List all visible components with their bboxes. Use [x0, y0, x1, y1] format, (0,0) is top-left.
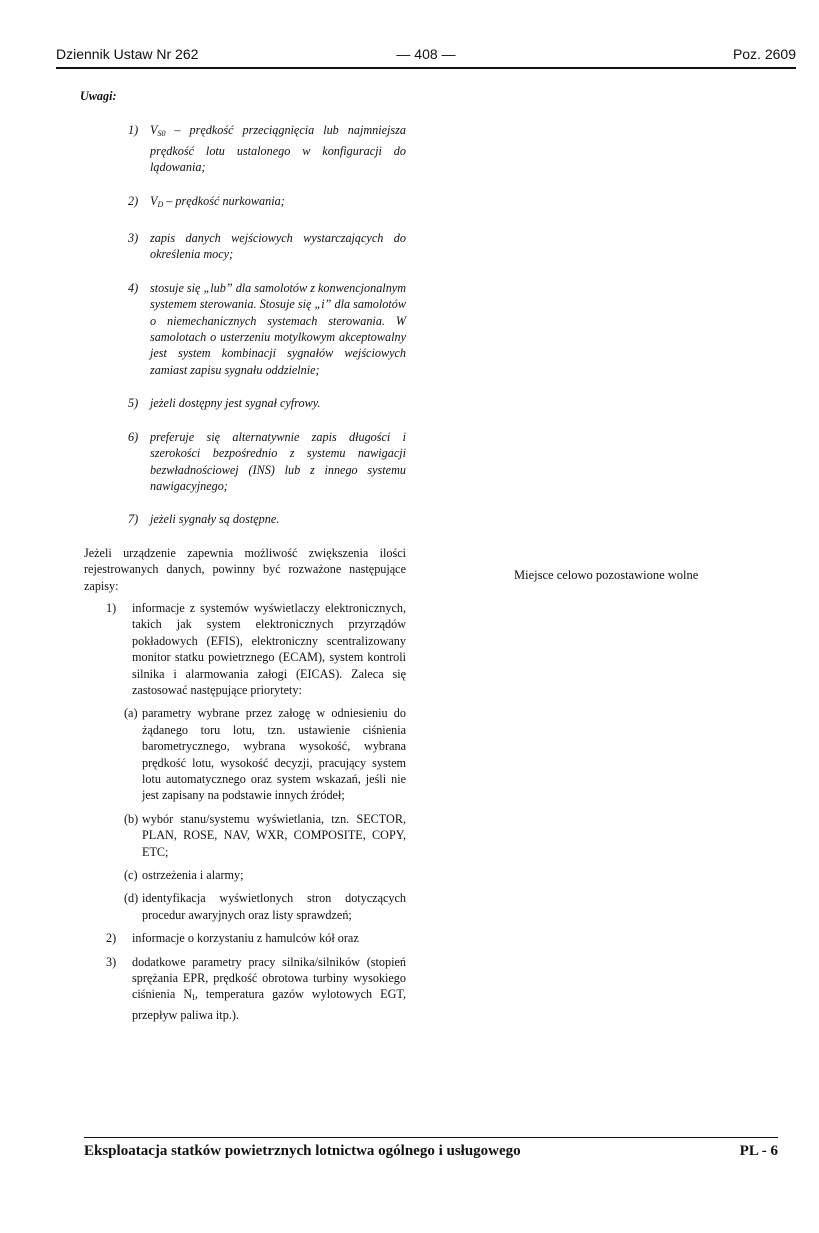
- item-number: 2): [106, 931, 117, 946]
- note-number: 4): [128, 280, 139, 295]
- note-text: stosuje się „lub” dla samolotów z konwencjonalnym systemem sterowania. Stosuje się „i” dla samolotów o niemechanicznych systemach sterowania. W samolotach o usterzeniu motylkowym akceptowalny jest system kombinacji sygnałów wejściowych zamiast zapisu sygnału oddzielnie;: [150, 280, 406, 377]
- sub-item-text: identyfikacja wyświetlonych stron dotyczących procedur awaryjnych oraz listy sprawdzeń;: [142, 891, 406, 922]
- note-item: [84, 280, 406, 378]
- note-item: [84, 230, 406, 263]
- note-item: [84, 511, 406, 527]
- note-item: [84, 193, 406, 213]
- note-symbol-subscript: S0: [157, 129, 166, 139]
- notes-title: Uwagi:: [80, 89, 117, 103]
- note-number: 6): [128, 429, 139, 444]
- note-text: zapis danych wejściowych wystarczających do określenia mocy;: [150, 231, 406, 262]
- page-footer: [84, 1143, 778, 1160]
- note-symbol: V: [150, 123, 158, 138]
- sub-item: [84, 867, 406, 883]
- left-column: [80, 88, 406, 1030]
- item-number: 1): [106, 600, 117, 615]
- item-subscript: I: [192, 993, 195, 1003]
- note-number: 1): [128, 123, 139, 138]
- note-item: [84, 429, 406, 495]
- intro-paragraph: Jeżeli urządzenie zapewnia możliwość zwiększenia ilości rejestrowanych danych, powinny być rozważone następujące zapisy:: [84, 545, 406, 593]
- sub-item-letter: (b): [124, 811, 139, 826]
- sub-item-letter: (c): [124, 868, 138, 883]
- note-text: – prędkość przeciągnięcia lub najmniejsza prędkość lotu ustalonego w konfiguracji do lądowania;: [150, 123, 406, 175]
- item-text: informacje o korzystaniu z hamulców kół oraz: [132, 931, 359, 946]
- sub-item: [84, 890, 406, 923]
- item-number: 3): [106, 954, 117, 969]
- sub-item: [84, 705, 406, 803]
- note-number: 2): [128, 193, 139, 208]
- sub-item-letter: (a): [124, 706, 138, 721]
- sub-item-text: wybór stanu/systemu wyświetlania, tzn. SECTOR, PLAN, ROSE, NAV, WXR, COMPOSITE, COPY, ETC;: [142, 811, 406, 859]
- sub-item-text: parametry wybrane przez załogę w odniesieniu do żądanego toru lotu, tzn. ustawienie ciśnienia barometrycznego, wybrana wysokość, wybrana prędkość lotu, wysokość decyzji, pracujący system lotu automatycznego oraz system wskazań, jeśli nie jest zapisany na podstawie innych źródeł;: [142, 706, 406, 803]
- header-rule: [56, 67, 796, 69]
- note-text: preferuje się alternatywnie zapis długości i szerokości bezpośrednio z systemu nawigacji bezwładnościowej (INS) lub z innego systemu nawigacyjnego;: [150, 429, 406, 493]
- note-item: [84, 395, 406, 411]
- note-item: [84, 122, 406, 175]
- position-number: Poz. 2609: [732, 46, 796, 62]
- footer-code: PL - 6: [739, 1143, 778, 1159]
- footer-rule: [84, 1137, 778, 1138]
- blank-space-note: Miejsce celowo pozostawione wolne: [514, 568, 699, 582]
- sub-item-letter: (d): [124, 891, 139, 906]
- sub-item-text: ostrzeżenia i alarmy;: [142, 868, 244, 883]
- item-text: informacje z systemów wyświetlaczy elektronicznych, takich jak system elektronicznych przyrządów pokładowych (EFIS), elektroniczny scentralizowany monitor statku powietrznego (ECAM), system kontroli silnika i alarmowania załogi (EICAS). Zaleca się zastosować następujące priorytety:: [132, 600, 406, 697]
- list-item: [84, 930, 406, 946]
- note-number: 5): [128, 396, 139, 411]
- page-number: — 408 —: [396, 46, 456, 62]
- sub-item: [84, 811, 406, 860]
- note-text: jeżeli dostępny jest sygnał cyfrowy.: [150, 396, 321, 411]
- note-number: 3): [128, 231, 139, 246]
- footer-title: Eksploatacja statków powietrznych lotnictwa ogólnego i usługowego: [84, 1143, 521, 1159]
- note-text: – prędkość nurkowania;: [163, 193, 285, 208]
- list-item: [84, 600, 406, 698]
- list-item: [84, 954, 406, 1024]
- item-text-cont: , temperatura gazów wylotowych EGT, przepływ paliwa itp.).: [132, 987, 406, 1022]
- page-header: [56, 44, 796, 66]
- item-text: dodatkowe parametry pracy silnika/silników (stopień sprężania EPR, prędkość obrotowa turbiny wysokiego ciśnienia N: [132, 954, 406, 1002]
- note-symbol: V: [150, 193, 158, 208]
- note-text: jeżeli sygnały są dostępne.: [150, 512, 280, 527]
- note-number: 7): [128, 512, 139, 527]
- note-symbol-subscript: D: [157, 199, 164, 209]
- journal-title: Dziennik Ustaw Nr 262: [56, 46, 199, 62]
